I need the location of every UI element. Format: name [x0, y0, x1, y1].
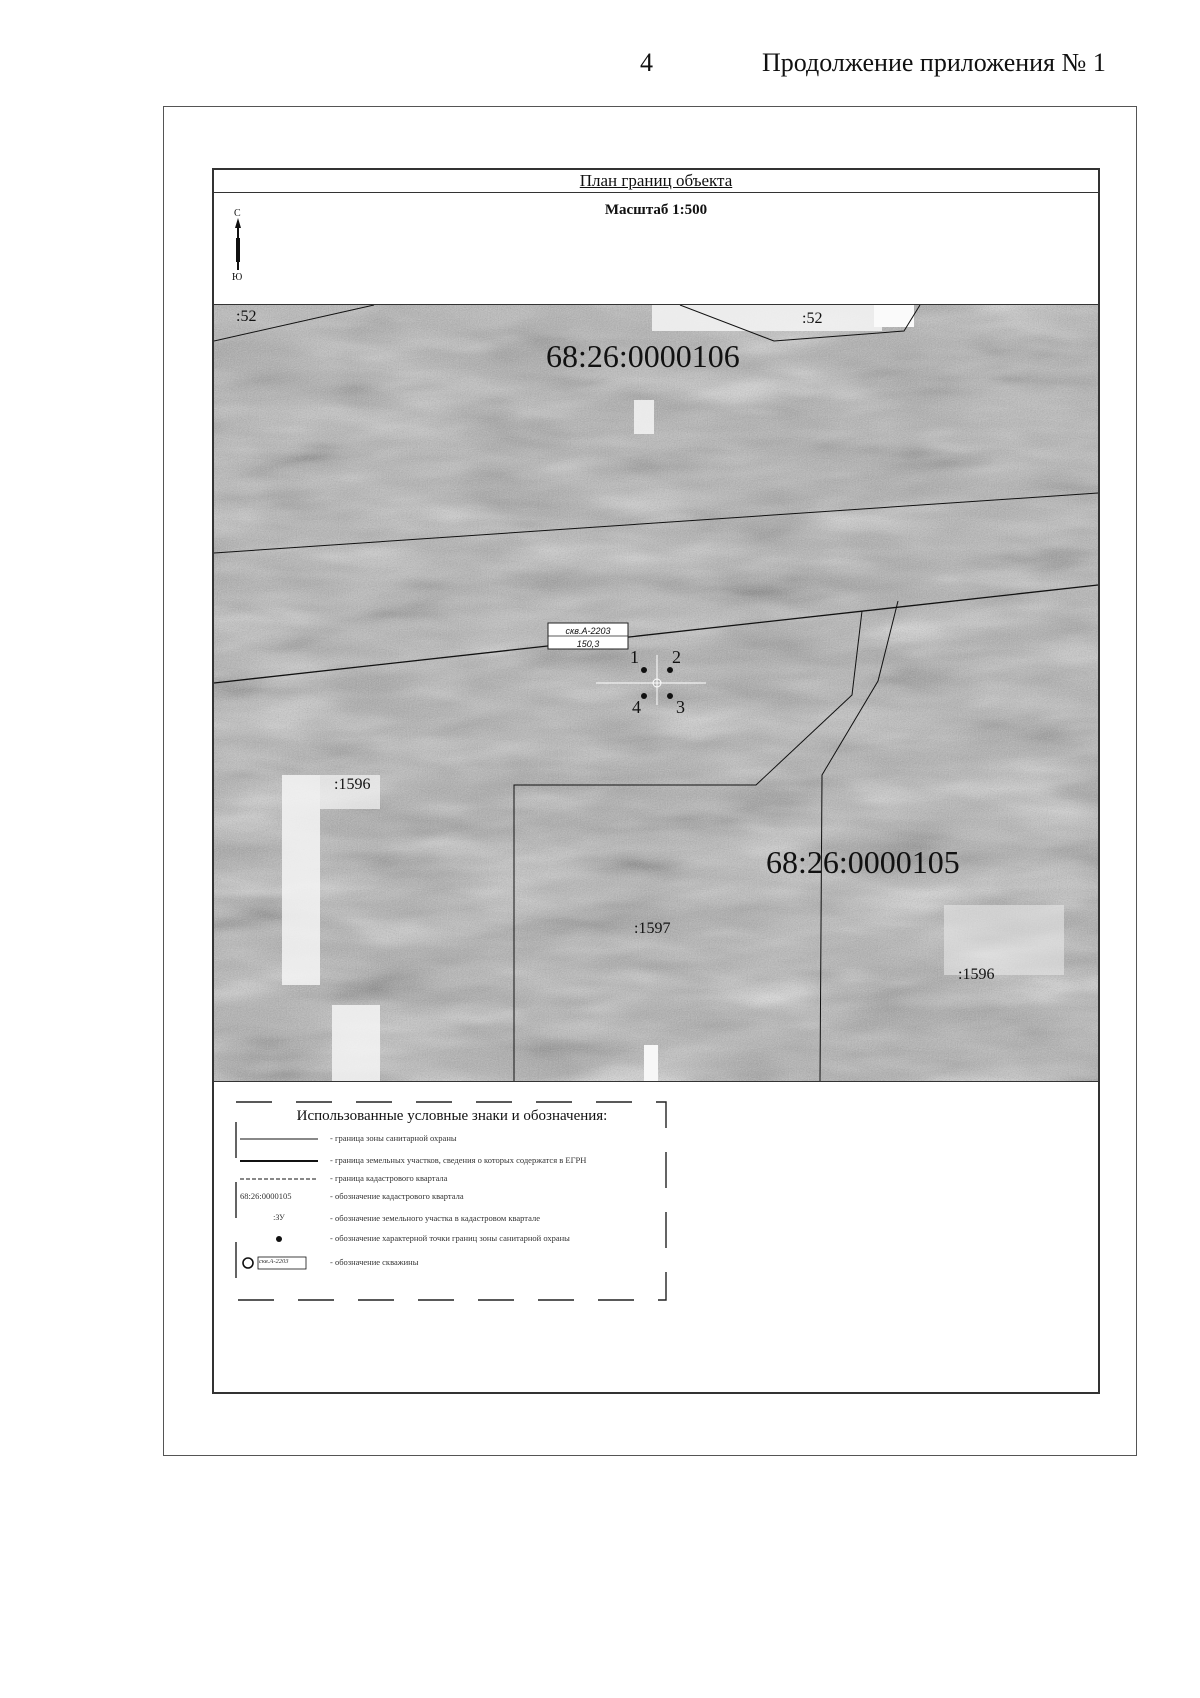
quarter-label-105: 68:26:0000105: [766, 844, 960, 880]
well-tag-value: 150,3: [576, 639, 600, 649]
map-image: [214, 304, 1098, 1082]
compass-icon: [228, 208, 248, 284]
legend: [234, 1098, 670, 1306]
legend-item-quarter-label: 68:26:0000105 - обозначение кадастрового квартала: [234, 1190, 670, 1204]
quarter-label-106: 68:26:0000106: [546, 338, 740, 374]
parcel-label-1597: :1597: [634, 920, 671, 937]
plan-frame: [212, 168, 1100, 1394]
appendix-label: Продолжение приложения № 1: [762, 48, 1106, 77]
quarter-label-sample: 68:26:0000105: [240, 1191, 292, 1201]
point-2-dot: [667, 667, 673, 673]
point-4-label: 4: [632, 697, 641, 717]
well-label-sample: скв.А-2203: [259, 1258, 289, 1265]
point-2-label: 2: [672, 647, 681, 667]
thick-line-icon: [240, 1154, 318, 1168]
legend-title: Использованные условные знаки и обозначения:: [296, 1108, 608, 1124]
parcel-label-52-right: :52: [802, 310, 823, 327]
point-4-dot: [641, 693, 647, 699]
point-1-label: 1: [630, 647, 639, 667]
thin-line-icon: [240, 1132, 318, 1146]
parcel-label-1596-right: :1596: [958, 966, 995, 983]
dot-icon: [240, 1232, 318, 1246]
legend-item-well: скв.А-2203 - обозначение скважины: [234, 1256, 670, 1270]
well-tag-name: скв.А-2203: [565, 626, 611, 636]
legend-item-egrn-boundary: - граница земельных участков, сведения о которых содержатся в ЕГРН: [234, 1154, 670, 1168]
point-3-dot: [667, 693, 673, 699]
point-1-dot: [641, 667, 647, 673]
parcel-label-1596-left: :1596: [334, 776, 371, 793]
legend-item-quarter-boundary: - граница кадастрового квартала: [234, 1172, 670, 1186]
plan-title: План границ объекта: [214, 170, 1098, 193]
legend-item-szo-boundary: - граница зоны санитарной охраны: [234, 1132, 670, 1146]
legend-item-boundary-point: - обозначение характерной точки границ зоны санитарной охраны: [234, 1232, 670, 1246]
compass-north-label: С: [234, 208, 241, 219]
legend-item-parcel-label: :ЗУ - обозначение земельного участка в кадастровом квартале: [234, 1212, 670, 1226]
compass-south-label: Ю: [232, 272, 243, 283]
dashed-line-icon: [240, 1172, 318, 1186]
page-number: 4: [640, 48, 653, 77]
parcel-label-sample: :ЗУ: [273, 1213, 285, 1222]
point-3-label: 3: [676, 697, 685, 717]
plan-scale: Масштаб 1:500: [604, 202, 708, 218]
parcel-label-52-left: :52: [236, 308, 257, 325]
